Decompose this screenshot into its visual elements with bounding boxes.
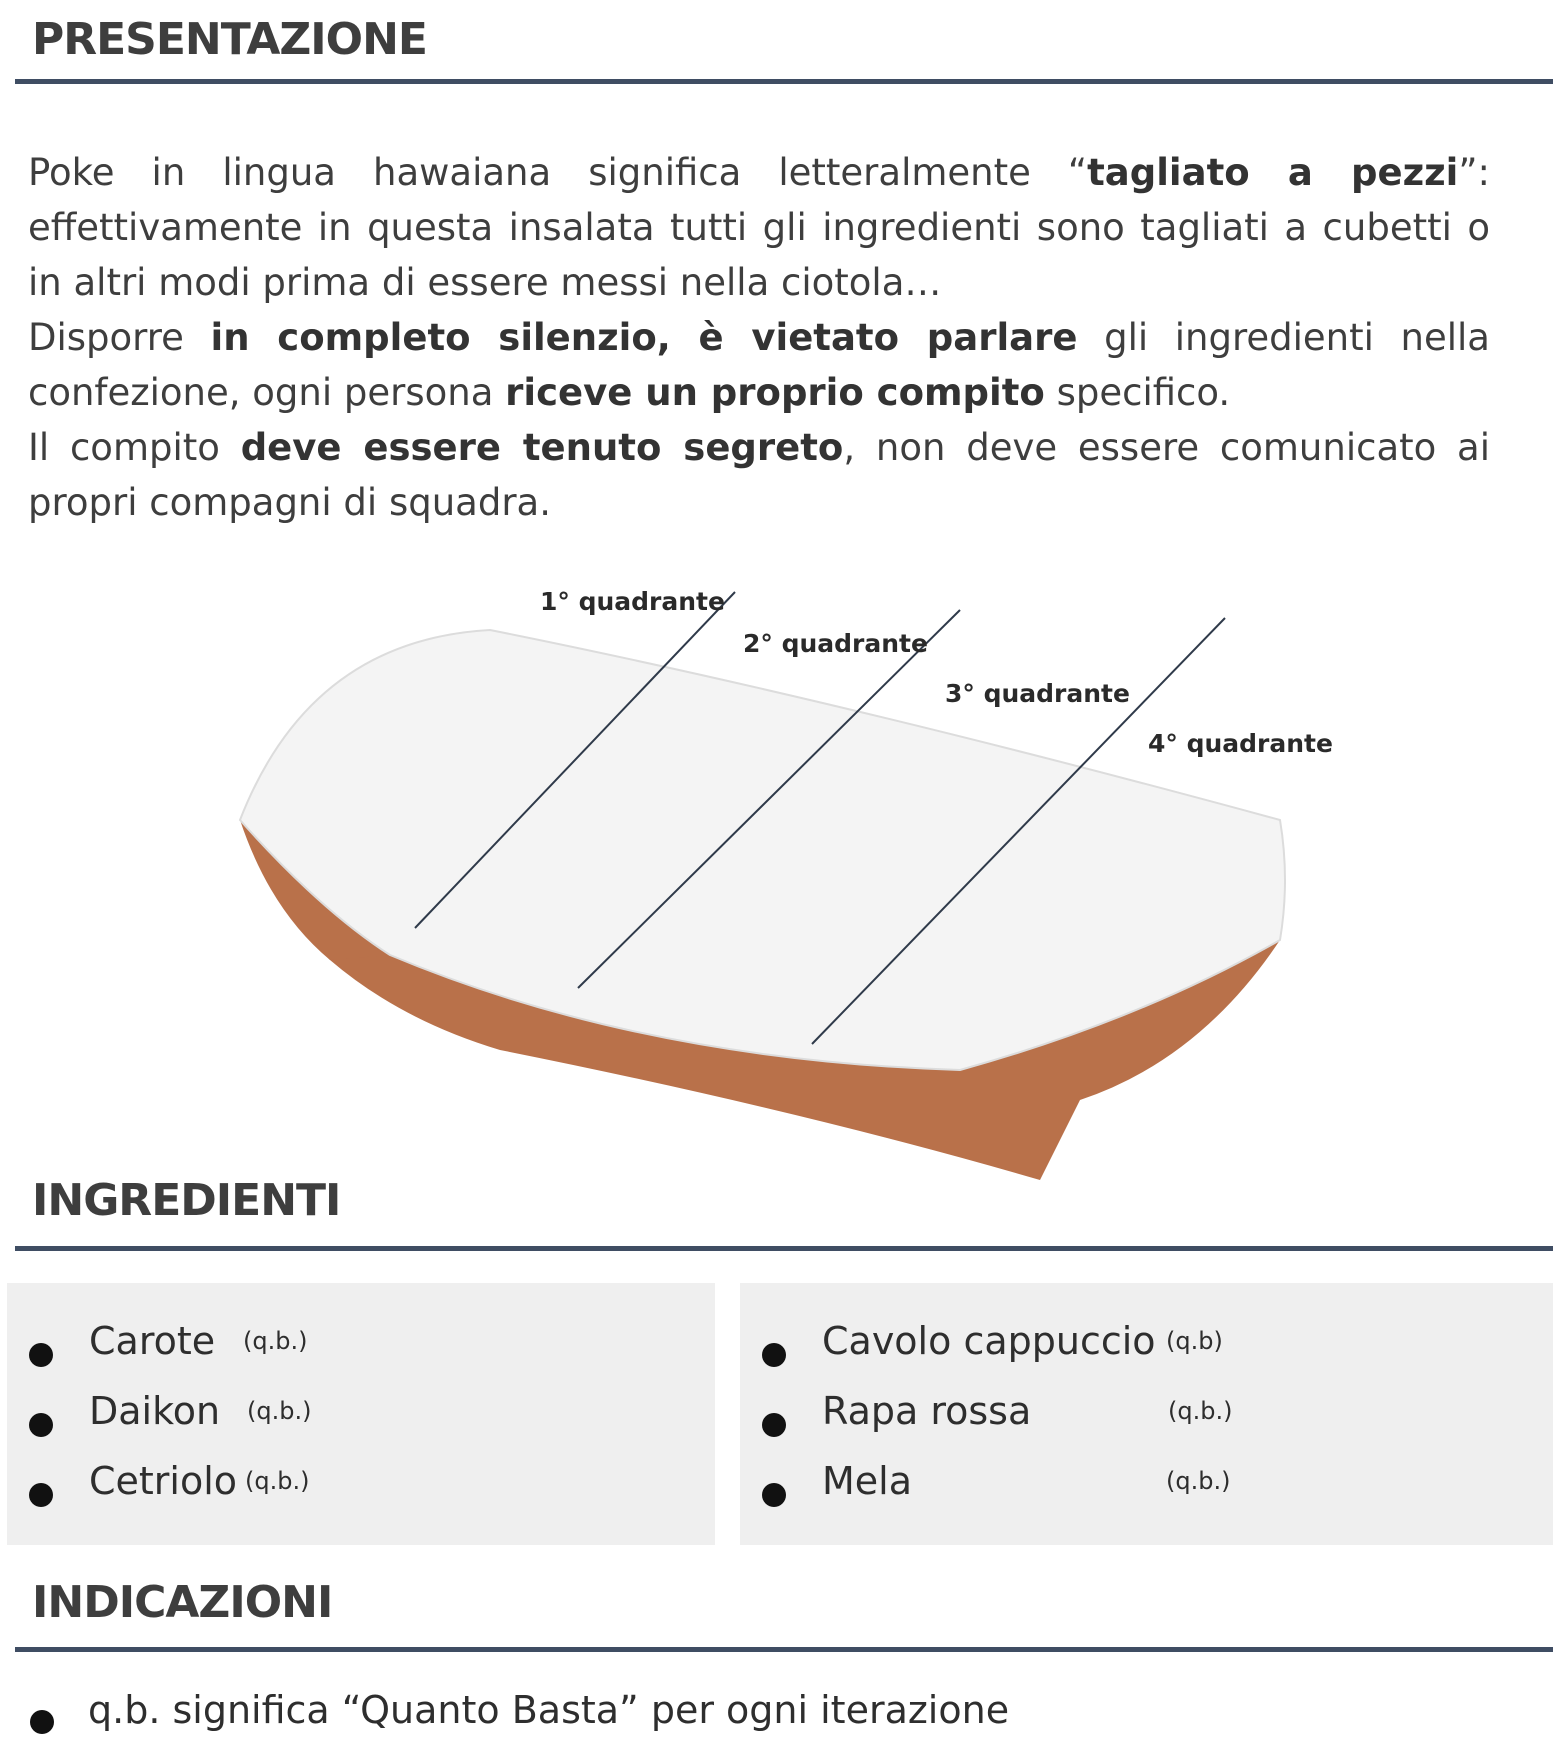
text-span: Il compito [28,426,241,469]
section-title-indicazioni: INDICAZIONI [32,1577,333,1628]
ingredient-name: Daikon [89,1389,221,1433]
bullet-icon [762,1343,786,1367]
text-span: , non deve essere comunicato ai propri compagni di squadra. [28,426,1490,524]
quadrant-label-2: 2° quadrante [743,629,928,658]
bold-text: in completo silenzio, è vietato parlare [210,316,1078,359]
section-divider [15,1647,1553,1652]
ingredient-name: Mela [822,1459,913,1503]
ingredient-name: Cetriolo [89,1459,238,1503]
text-span: specifico. [1044,371,1231,414]
ingredient-quantity: (q.b.) [1168,1397,1233,1425]
quadrant-label-3: 3° quadrante [945,679,1130,708]
indication-text: q.b. significa “Quanto Basta” per ogni iterazione [88,1688,1010,1732]
paragraph-instructions [28,310,1490,420]
section-divider [15,79,1553,84]
ingredient-quantity: (q.b.) [245,1467,310,1495]
text-span: ”: effettivamente in questa insalata tutti gli ingredienti sono tagliati a cubetti o in altri modi prima di essere messi nella ciotola… [28,151,1490,304]
paragraph-secret [28,420,1490,530]
ingredient-quantity: (q.b.) [247,1397,312,1425]
tray-quadrants-illustration [200,580,1380,1200]
paragraph-intro [28,145,1490,310]
bullet-icon [29,1413,53,1437]
bullet-icon [30,1710,54,1734]
bold-text: deve essere tenuto segreto [240,426,844,469]
section-divider [15,1246,1553,1251]
bullet-icon [762,1483,786,1507]
ingredient-quantity: (q.b) [1166,1327,1223,1355]
text-span: gli ingredienti nella confezione, ogni persona [28,316,1490,414]
ingredient-name: Carote [89,1319,216,1363]
section-title-presentazione: PRESENTAZIONE [32,14,427,65]
section-title-ingredienti: INGREDIENTI [32,1175,341,1226]
list-item [0,1688,1200,1748]
bullet-icon [29,1483,53,1507]
ingredients-box-right [740,1283,1553,1545]
ingredient-name: Rapa rossa [822,1389,1032,1433]
ingredient-quantity: (q.b.) [1166,1467,1231,1495]
presentation-text [28,145,1490,530]
ingredient-name: Cavolo cappuccio [822,1319,1156,1363]
text-span: Poke in lingua hawaiana significa letteralmente “ [28,151,1088,194]
quadrant-label-4: 4° quadrante [1148,729,1333,758]
bullet-icon [762,1413,786,1437]
bullet-icon [29,1343,53,1367]
bold-text: riceve un proprio compito [505,371,1045,414]
ingredients-box-left [7,1283,715,1545]
quadrant-label-1: 1° quadrante [540,587,725,616]
text-span: Disporre [28,316,211,359]
ingredient-quantity: (q.b.) [243,1327,308,1355]
bold-text: tagliato a pezzi [1087,151,1459,194]
